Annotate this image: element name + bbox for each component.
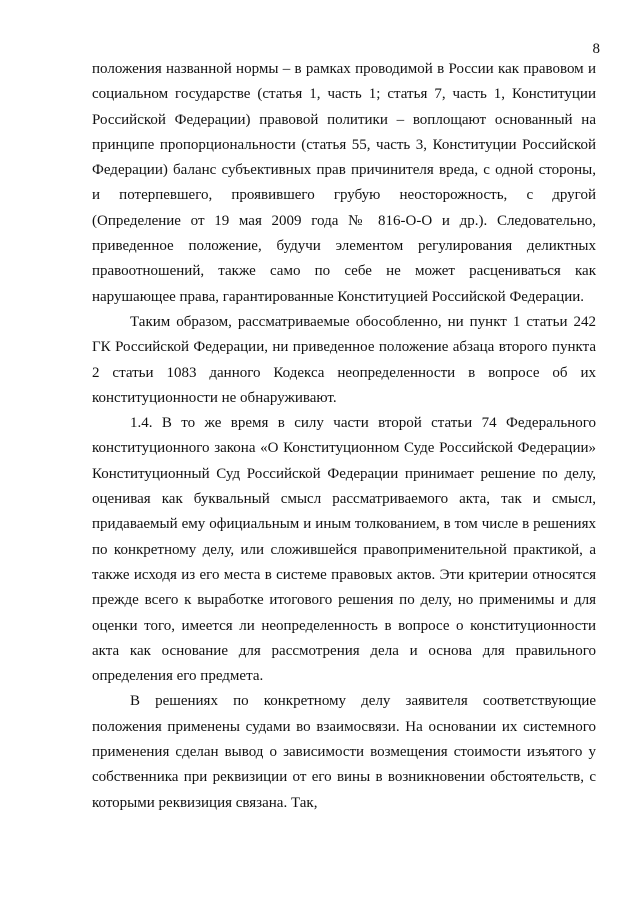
paragraph-3: 1.4. В то же время в силу части второй статьи 74 Федерального конституционного закона «О Конституционном Суде Российской Федерации» Конституционный Суд Российской Федерации принимает решение по делу, оценивая как буквальный смысл рассматриваемого акта, так и смысл, придаваемый ему официальным и иным толкованием, в том числе в решениях по конкретному делу, или сложившейся правоприменительной практикой, а также исходя из его места в системе правовых актов. Эти критерии относятся прежде всего к выработке итогового решения по делу, но применимы и для оценки того, имеется ли неопределенность в вопросе о конституционности акта как основание для рассмотрения дела и основа для правильного определения его предмета. [92,415,596,685]
paragraph-4: В решениях по конкретному делу заявителя соответствующие положения применены судами во взаимосвязи. На основании их системного применения сделан вывод о зависимости возмещения стоимости изъятого у собственника при реквизиции от его вины в возникновении обстоятельств, с которыми реквизиция связана. Так, [92,693,596,811]
document-body [92,57,596,816]
paragraph-2: Таким образом, рассматриваемые обособленно, ни пункт 1 статьи 242 ГК Российской Федерации, ни приведенное положение абзаца второго пункта 2 статьи 1083 данного Кодекса неопределенности в вопросе об их конституционности не обнаруживают. [92,313,596,406]
paragraph-1: положения названной нормы – в рамках проводимой в России как правовом и социальном государстве (статья 1, часть 1; статья 7, часть 1, Конституции Российской Федерации) правовой политики – воплощают основанный на принципе пропорциональности (статья 55, часть 3, Конституции Российской Федерации) баланс субъективных прав причинителя вреда, с одной стороны, и потерпевшего, проявившего грубую неосторожность, с другой (Определение от 19 мая 2009 года № 816-О-О и др.). Следовательно, приведенное положение, будучи элементом регулирования деликтных правоотношений, также само по себе не может расцениваться как нарушающее права, гарантированные Конституцией Российской Федерации. [92,61,596,305]
page-number: 8 [592,41,600,57]
